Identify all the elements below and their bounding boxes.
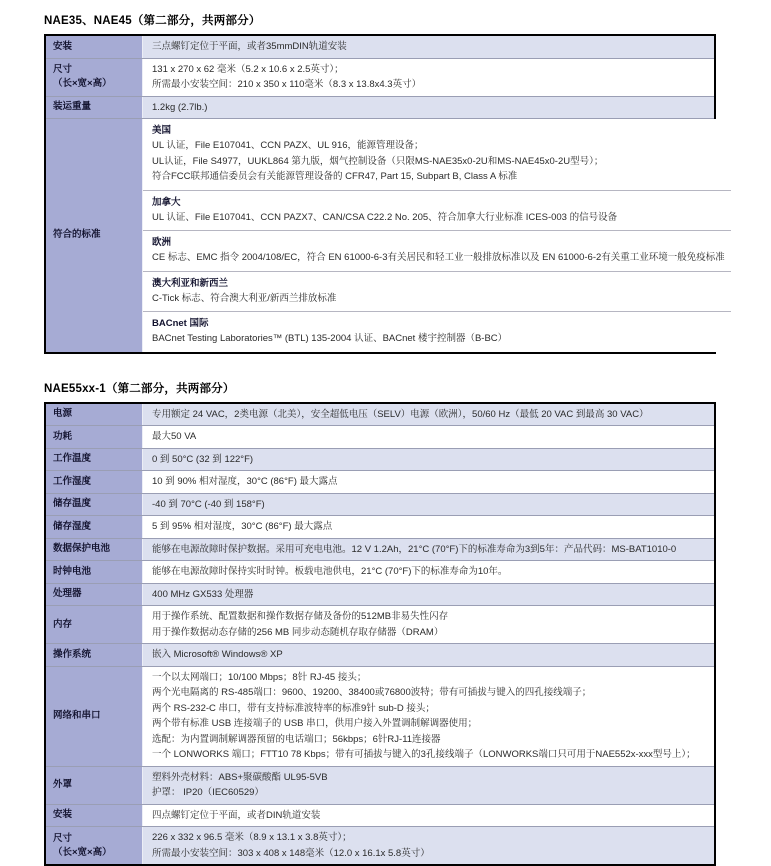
spec-value-line: 能够在电源故障时保护数据。采用可充电电池。12 V 1.2Ah，21°C (70°F)下的标准寿命为3到5年：产品代码：MS-BAT1010-0 [152,542,708,558]
row-label [46,561,143,583]
row-value [143,667,714,766]
row-label-line: 内存 [53,618,138,632]
spec-row [46,58,714,96]
spec-row [46,538,714,561]
spec-value-line: 用于操作系统、配置数据和操作数据存储及备份的512MB非易失性闪存 [152,609,708,625]
row-label-line: 安装 [53,40,138,54]
row-label [46,606,143,643]
compliance-section [143,230,731,271]
row-label [46,426,143,448]
spec-value-line: -40 到 70°C (-40 到 158°F) [152,497,708,513]
nae35-nae45-section [44,12,727,354]
spec-row [46,643,714,666]
row-label-line: 网络和串口 [53,709,138,723]
compliance-region-header: 美国 [152,123,725,138]
spec-value-line: 用于操作数据动态存储的256 MB 同步动态随机存取存储器（DRAM） [152,625,708,641]
row-label [46,471,143,493]
compliance-region-header: 加拿大 [152,195,725,210]
row-label [46,667,143,766]
compliance-line: 符合FCC联邦通信委员会有关能源管理设备的 CFR47, Part 15, Subpart B, Class A 标准 [152,169,725,185]
row-value [143,494,714,516]
spec-row [46,605,714,643]
compliance-region-header: 澳大利亚和新西兰 [152,276,725,291]
row-label [46,494,143,516]
spec-row [46,448,714,471]
compliance-line: UL 认证、File E107041、CCN PAZX7、CAN/CSA C22.2 No. 205、符合加拿大行业标准 ICES-003 的信号设备 [152,210,725,226]
row-value [143,561,714,583]
row-value [143,827,714,864]
row-label-line: 电源 [53,407,138,421]
row-value [143,606,714,643]
spec-value-line: 226 x 332 x 96.5 毫米（8.9 x 13.1 x 3.8英寸）； [152,830,708,846]
row-label [46,805,143,827]
row-value [143,516,714,538]
spec-row [46,96,714,119]
row-label-line: 操作系统 [53,648,138,662]
spec-value-line: 所需最小安装空间：303 x 408 x 148毫米（12.0 x 16.1x 5.8英寸） [152,846,708,862]
row-value [143,471,714,493]
row-label-line: 符合的标准 [53,228,138,242]
nae55xx-spec-table [44,402,716,866]
spec-row [46,36,714,58]
row-label [46,36,143,58]
spec-row [46,118,714,352]
row-label [46,404,143,426]
compliance-section [143,311,731,352]
nae55xx-section [44,380,727,866]
row-label-line: （长×宽×高） [53,846,138,860]
compliance-section [143,119,731,190]
row-label [46,97,143,119]
nae35-nae45-spec-table [44,34,716,354]
row-label [46,539,143,561]
row-value [143,404,714,426]
row-label-line: 储存温度 [53,497,138,511]
compliance-line: UL认证，File S4977，UUKL864 第九版，烟气控制设备（只限MS-NAE35x0-2U和MS-NAE45x0-2U型号）； [152,154,725,170]
row-label-line: 功耗 [53,430,138,444]
spec-value-line: 塑料外壳材料：ABS+聚碳酸酯 UL95-5VB [152,770,708,786]
compliance-line: CE 标志、EMC 指令 2004/108/EC，符合 EN 61000-6-3有关居民和轻工业一般排放标准以及 EN 61000-6-2有关重工业环境一般免疫标准 [152,250,725,266]
row-value [143,36,714,58]
row-value [143,97,714,119]
spec-row [46,804,714,827]
row-label [46,119,143,352]
row-label-line: 安装 [53,808,138,822]
row-value [143,644,714,666]
row-label-line: （长×宽×高） [53,77,138,91]
row-label-line: 工作湿度 [53,475,138,489]
spec-row [46,583,714,606]
nae55xx-title: NAE55xx-1（第二部分，共两部分） [44,380,727,396]
row-value [143,449,714,471]
spec-value-line: 护罩： IP20（IEC60529） [152,785,708,801]
spec-row [46,766,714,804]
spec-value-line: 所需最小安装空间：210 x 350 x 110毫米（8.3 x 13.8x4.3英寸） [152,77,708,93]
row-label-line: 处理器 [53,587,138,601]
compliance-line: UL 认证，File E107041、CCN PAZX、UL 916，能源管理设备； [152,138,725,154]
spec-row [46,425,714,448]
spec-value-line: 最大50 VA [152,429,708,445]
spec-value-line: 嵌入 Microsoft® Windows® XP [152,647,708,663]
spec-row [46,493,714,516]
spec-row [46,515,714,538]
spec-value-line: 一个 LONWORKS 端口；FTT10 78 Kbps；带有可插拔与键入的3孔接线端子（LONWORKS端口只可用于NAE552x-xxx型号上）； [152,747,708,763]
row-label [46,59,143,96]
row-label [46,449,143,471]
compliance-region-header: BACnet 国际 [152,316,725,331]
row-label-line: 储存湿度 [53,520,138,534]
spec-value-line: 专用额定 24 VAC，2类电源（北美），安全超低电压（SELV）电源（欧洲），50/60 Hz（最低 20 VAC 到最高 30 VAC） [152,407,708,423]
row-label [46,827,143,864]
row-value [143,59,714,96]
row-label-line: 外罩 [53,778,138,792]
row-label-line: 尺寸 [53,832,138,846]
compliance-section [143,271,731,312]
spec-row [46,560,714,583]
row-value [143,426,714,448]
compliance-region-header: 欧洲 [152,235,725,250]
spec-value-line: 两个光电隔离的 RS-485端口：9600、19200、38400或76800波特；带有可插拔与键入的四孔接线端子； [152,685,708,701]
row-label-line: 尺寸 [53,63,138,77]
spec-row [46,826,714,864]
row-value [143,584,714,606]
row-label [46,516,143,538]
row-label-line: 时钟电池 [53,565,138,579]
row-label-line: 数据保护电池 [53,542,138,556]
row-label-line: 装运重量 [53,100,138,114]
spec-value-line: 5 到 95% 相对湿度，30°C (86°F) 最大露点 [152,519,708,535]
spec-value-line: 1.2kg (2.7lb.) [152,100,708,116]
row-value [143,539,714,561]
row-label-line: 工作温度 [53,452,138,466]
spec-value-line: 选配：为内置调制解调器预留的电话端口；56kbps；6针RJ-11连接器 [152,732,708,748]
spec-value-line: 两个带有标准 USB 连接端子的 USB 串口，供用户接入外置调制解调器使用； [152,716,708,732]
spec-value-line: 400 MHz GX533 处理器 [152,587,708,603]
compliance-section [143,190,731,231]
row-label [46,644,143,666]
compliance-line: C-Tick 标志、符合澳大利亚/新西兰排放标准 [152,291,725,307]
spec-value-line: 四点螺钉定位于平面，或者DIN轨道安装 [152,808,708,824]
row-value [143,767,714,804]
spec-value-line: 能够在电源故障时保持实时时钟。板载电池供电，21°C (70°F)下的标准寿命为10年。 [152,564,708,580]
spec-value-line: 10 到 90% 相对湿度，30°C (86°F) 最大露点 [152,474,708,490]
compliance-line: BACnet Testing Laboratories™ (BTL) 135-2004 认证、BACnet 楼宇控制器（B-BC） [152,331,725,347]
spec-value-line: 0 到 50°C (32 到 122°F) [152,452,708,468]
spec-value-line: 131 x 270 x 62 毫米（5.2 x 10.6 x 2.5英寸）； [152,62,708,78]
nae35-nae45-title: NAE35、NAE45（第二部分，共两部分） [44,12,727,28]
spec-value-line: 一个以太网端口；10/100 Mbps；8针 RJ-45 接头； [152,670,708,686]
row-label [46,584,143,606]
spec-row [46,470,714,493]
spec-value-line: 两个 RS-232-C 串口，带有支持标准波特率的标准9针 sub-D 接头； [152,701,708,717]
spec-value-line: 三点螺钉定位于平面，或者35mmDIN轨道安装 [152,39,708,55]
spec-row [46,404,714,426]
row-value [143,805,714,827]
row-value [143,119,731,352]
spec-row [46,666,714,766]
row-label [46,767,143,804]
